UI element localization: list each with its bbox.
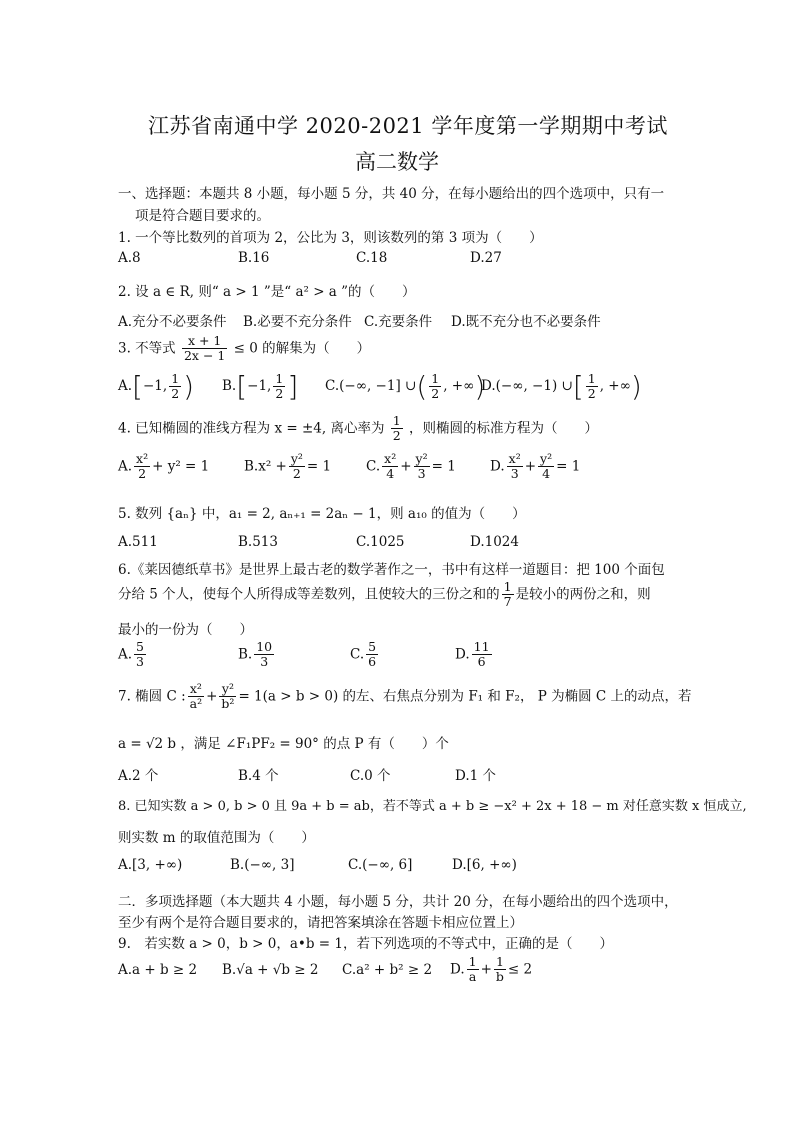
q3-b-label: B. xyxy=(222,378,237,394)
q9-option-d xyxy=(450,955,532,985)
q4-stem-pre: 4. 已知椭圆的准线方程为 x = ±4, 离心率为 xyxy=(118,420,385,437)
q8-option-a: A.[3, +∞) xyxy=(118,857,183,873)
q9-option-c: C.a² + b² ≥ 2 xyxy=(342,962,433,978)
q3-c-num: 1 xyxy=(431,370,440,386)
q3-stem-pre: 3. 不等式 xyxy=(118,340,176,357)
q6-a-num: 5 xyxy=(136,639,144,654)
section2-heading-line1: 二．多项选择题（本大题共 4 小题，每小题 5 分，共计 20 分，在每小题给出的四个选项中， xyxy=(118,894,678,910)
q4-b-label: B.x² + xyxy=(244,458,287,475)
q6-a-frac xyxy=(134,640,146,670)
q4-num: 1 xyxy=(392,413,401,428)
q4-option-b xyxy=(244,452,331,482)
q6-option-d xyxy=(455,640,494,670)
q3-c-frac xyxy=(429,372,441,402)
q4-den: 2 xyxy=(392,428,401,444)
q6-option-a xyxy=(118,640,148,670)
q1-option-c: C.18 xyxy=(356,250,388,266)
q7-frac2 xyxy=(219,682,236,712)
q9-d-den2: b xyxy=(495,969,504,985)
section1-heading-line1: 一、选择题：本题共 8 小题，每小题 5 分，共 40 分，在每小题给出的四个选项中，只有一 xyxy=(118,186,665,202)
q5-option-d: D.1024 xyxy=(470,534,519,550)
q9-d-plus: + xyxy=(480,961,492,978)
q3-stem-post: ≤ 0 的解集为（ ） xyxy=(233,340,371,357)
q4-c-num2: y² xyxy=(415,451,428,466)
q2-stem: 2. 设 a ∈ R, 则“ a > 1 ”是“ a² > a ”的（ ） xyxy=(118,284,416,300)
q2-option-c: C.充要条件 xyxy=(364,314,433,330)
q4-option-a xyxy=(118,452,209,482)
q4-c-den1: 4 xyxy=(386,466,395,482)
section2-heading-line2: 至少有两个是符合题目要求的，请把答案填涂在答题卡相应位置上） xyxy=(118,915,523,931)
q7-option-c: C.0 个 xyxy=(350,768,391,784)
q6-line2-pre: 分给 5 个人，使每个人所得成等差数列，且使较大的三份之和的 xyxy=(118,586,500,603)
q8-option-c: C.(−∞, 6] xyxy=(348,857,413,873)
section1-heading-line2: 项是符合题目要求的。 xyxy=(135,208,270,224)
q4-c-frac2 xyxy=(414,452,430,482)
q3-option-a: A.[−1, $\frac{1}{2}$ ) xyxy=(118,370,195,403)
q4-d-frac1 xyxy=(507,452,523,482)
q6-option-c xyxy=(350,640,380,670)
q7-num2: y² xyxy=(219,682,236,697)
q3-option-b: B.[−1, $\frac{1}{2}$ ] xyxy=(222,370,299,403)
q6-c-frac xyxy=(366,640,378,670)
q9-option-a: A.a + b ≥ 2 xyxy=(118,962,198,978)
q9-option-b: B.√a + √b ≥ 2 xyxy=(222,962,319,978)
q3-d-inf: , +∞ xyxy=(599,378,631,394)
q6-b-den: 3 xyxy=(260,654,269,670)
q9-d-label: D. xyxy=(450,961,465,978)
exam-title: 江苏省南通中学 2020-2021 学年度第一学期期中考试 xyxy=(148,114,668,138)
q6-c-num: 5 xyxy=(368,639,377,654)
q4-option-c xyxy=(366,452,456,482)
q9-d-num2: 1 xyxy=(494,955,506,970)
q6-b-num: 10 xyxy=(256,639,273,654)
q8-option-d: D.[6, +∞) xyxy=(452,857,517,873)
q4-d-den1: 3 xyxy=(510,466,519,482)
q4-d-mid: + xyxy=(524,458,537,475)
q3-c-label: C.(−∞, −1] ∪ xyxy=(325,378,417,394)
q3-den: 2x − 1 xyxy=(183,348,226,364)
q4-d-frac2 xyxy=(538,452,554,482)
q7-den2: b² xyxy=(221,696,235,712)
q4-d-num1: x² xyxy=(508,451,521,466)
q4-a-frac xyxy=(134,452,150,482)
q1-option-d: D.27 xyxy=(470,250,502,266)
q3-a-num: 1 xyxy=(171,370,180,386)
q4-c-num1: x² xyxy=(384,451,397,466)
q7-option-b: B.4 个 xyxy=(238,768,279,784)
q3-c-inf: , +∞ xyxy=(443,378,475,394)
q9-d-post: ≤ 2 xyxy=(507,961,533,978)
q3-num: x + 1 xyxy=(182,334,227,349)
q6-num: 1 xyxy=(503,579,512,594)
q3-b-num: 1 xyxy=(275,370,284,386)
q6-a-label: A. xyxy=(118,646,133,663)
q7-line2: a = √2 b ，满足 ∠F₁PF₂ = 90° 的点 P 有（ ）个 xyxy=(118,736,449,752)
q4-c-label: C. xyxy=(366,458,381,475)
q4-c-den2: 3 xyxy=(417,466,426,482)
q3-b-mid: −1, xyxy=(247,378,272,394)
q8-option-b: B.(−∞, 3] xyxy=(230,857,295,873)
q7-num1: x² xyxy=(188,682,204,697)
q3-a-label: A. xyxy=(118,378,133,394)
q6-a-den: 3 xyxy=(136,654,144,670)
q6-b-label: B. xyxy=(238,646,253,663)
q5-option-b: B.513 xyxy=(238,534,278,550)
q2-option-d: D.既不充分也不必要条件 xyxy=(451,314,601,330)
q2-option-a: A.充分不必要条件 xyxy=(118,314,227,330)
q5-option-a: A.511 xyxy=(118,534,158,550)
q3-stem xyxy=(118,334,370,364)
q5-option-c: C.1025 xyxy=(356,534,405,550)
q3-d-den: 2 xyxy=(587,386,596,401)
q3-a-den: 2 xyxy=(171,386,180,401)
q6-option-b xyxy=(238,640,276,670)
q4-b-num: y² xyxy=(290,451,303,466)
q9-stem: 9. 若实数 a > 0，b > 0，a•b = 1，若下列选项的不等式中，正确的是（ ） xyxy=(118,936,613,952)
q6-line2 xyxy=(118,580,651,610)
q9-d-frac2 xyxy=(494,955,506,985)
q7-option-a: A.2 个 xyxy=(118,768,159,784)
q9-d-den1: a xyxy=(468,969,477,985)
q6-c-den: 6 xyxy=(368,654,377,670)
q3-b-den: 2 xyxy=(275,386,284,401)
q3-d-frac xyxy=(586,372,598,402)
q4-c-post: = 1 xyxy=(431,458,456,475)
q5-stem: 5. 数列 {aₙ} 中，a₁ = 2, aₙ₊₁ = 2aₙ − 1，则 a₁₀ 的值为（ ） xyxy=(118,506,526,522)
q9-d-frac1 xyxy=(467,955,479,985)
q4-d-num2: y² xyxy=(540,451,553,466)
q4-stem xyxy=(118,414,598,444)
q3-option-c: C.(−∞, −1] ∪( $\frac{1}{2}$ , +∞) xyxy=(325,370,486,403)
q6-c-label: C. xyxy=(350,646,365,663)
q1-stem: 1. 一个等比数列的首项为 2，公比为 3，则该数列的第 3 项为（ ） xyxy=(118,230,543,246)
q6-d-frac xyxy=(472,640,492,670)
q6-line2-post: 是较小的两份之和，则 xyxy=(515,586,651,603)
q6-d-num: 11 xyxy=(473,639,490,654)
q9-d-num1: 1 xyxy=(468,954,477,969)
q3-d-label: D.(−∞, −1) ∪ xyxy=(481,378,573,394)
q8-line1: 8. 已知实数 a > 0, b > 0 且 9a + b = ab，若不等式 a + b ≥ −x² + 2x + 18 − m 对任意实数 x 恒成立, xyxy=(118,799,747,814)
q4-a-post: + y² = 1 xyxy=(152,458,210,475)
q7-plus: + xyxy=(206,688,218,705)
q1-option-a: A.8 xyxy=(118,250,141,266)
q4-fraction xyxy=(391,414,403,444)
q7-den1: a² xyxy=(189,696,203,712)
q3-b-frac xyxy=(273,372,285,402)
q7-pre: 7. 椭圆 C : xyxy=(118,688,186,705)
q6-line3: 最小的一份为（ ） xyxy=(118,622,253,638)
q4-b-post: = 1 xyxy=(306,458,332,475)
q2-option-b: B.必要不充分条件 xyxy=(243,314,352,330)
q6-b-frac xyxy=(254,640,274,670)
q4-d-label: D. xyxy=(490,458,505,475)
q3-option-d: D.(−∞, −1) ∪[ $\frac{1}{2}$ , +∞) xyxy=(481,370,642,403)
q6-d-den: 6 xyxy=(477,654,486,670)
q4-a-label: A. xyxy=(118,458,133,475)
q7-frac1 xyxy=(188,682,204,712)
q4-stem-post: ，则椭圆的标准方程为（ ） xyxy=(409,420,599,437)
q3-a-frac xyxy=(169,372,181,402)
q6-d-label: D. xyxy=(455,646,470,663)
q8-line2: 则实数 m 的取值范围为（ ） xyxy=(118,830,315,846)
q4-c-mid: + xyxy=(400,458,412,475)
exam-subtitle: 高二数学 xyxy=(355,150,439,174)
q3-fraction xyxy=(182,334,227,364)
q3-d-num: 1 xyxy=(587,370,596,386)
q4-option-d xyxy=(490,452,580,482)
q7-post: = 1(a > b > 0) 的左、右焦点分别为 F₁ 和 F₂， P 为椭圆 C 上的动点，若 xyxy=(238,688,692,705)
q1-option-b: B.16 xyxy=(238,250,270,266)
q4-a-den: 2 xyxy=(138,466,147,482)
q4-a-num: x² xyxy=(136,451,149,466)
q6-den: 7 xyxy=(503,594,512,610)
q4-b-den: 2 xyxy=(292,466,301,482)
q4-b-frac xyxy=(289,452,305,482)
q4-d-den2: 4 xyxy=(542,466,551,482)
q7-option-d: D.1 个 xyxy=(455,768,497,784)
q3-c-den: 2 xyxy=(431,386,440,401)
q4-d-post: = 1 xyxy=(556,458,581,475)
q6-line1: 6.《莱因德纸草书》是世界上最古老的数学著作之一，书中有这样一道题目：把 100 个面包 xyxy=(118,562,665,578)
q3-a-mid: −1, xyxy=(142,378,168,394)
q7-line1 xyxy=(118,682,692,712)
q4-c-frac1 xyxy=(382,452,398,482)
q6-fraction xyxy=(502,580,514,610)
